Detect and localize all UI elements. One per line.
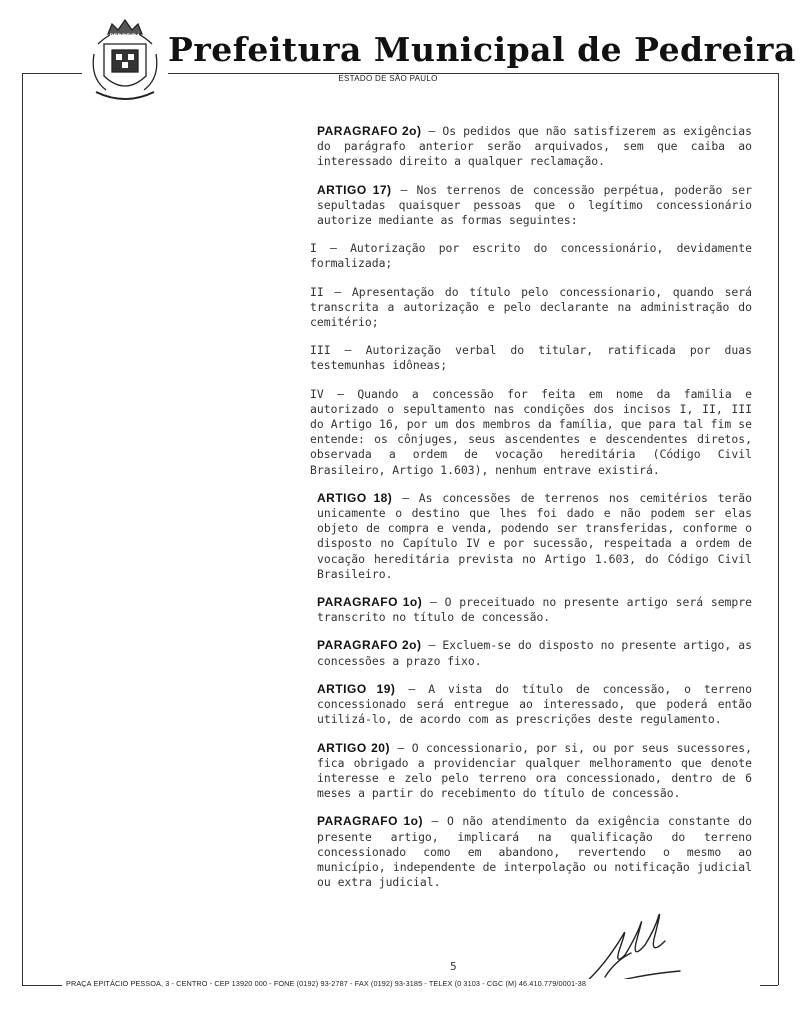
paragraph-text: IV – Quando a concessão for feita em nome da familia e autorizado o sepultamento nas condições dos incisos I, II, III do Artigo 16, por um dos membros da família, que para tal fim se entende: os cônjuges, seus ascendentes e descendentes diretos, observada a ordem de vocação hereditária (Código Civil Brasileiro, Artigo 1.603), nenhum entrave existirá. (310, 386, 752, 477)
paragraph-text: – Excluem-se do disposto no presente artigo, as concessões a prazo fixo. (317, 638, 752, 668)
paragraph (132, 241, 752, 271)
page-number: 5 (450, 960, 457, 973)
paragraph-text: – As concessões de terrenos nos cemitérios terão unicamente o destino que lhes foi dado e não podem ser elas objeto de compra e venda, podendo ser transferidas, conforme o disposto no Capítulo IV e por sucessão, respeitada a ordem de vocação hereditária prevista no Artigo 1.603, do Código Civil Brasileiro. (317, 490, 753, 581)
paragraph-text: – O concessionario, por si, ou por seus sucessores, fica obrigado a providenciar qualquer melhoramento que denote interesse e zelo pelo terreno ora concessionado, dentro de 6 meses a partir do recebimento do título de concessão. (317, 740, 752, 801)
document-body (132, 124, 752, 903)
paragraph (132, 814, 752, 890)
state-subtitle: ESTADO DE SÃO PAULO (338, 74, 438, 83)
paragraph-lead: PARAGRAFO 1o) (317, 814, 423, 829)
right-border (778, 73, 779, 985)
paragraph (132, 387, 752, 478)
footer-rule-left (22, 985, 62, 986)
paragraph (132, 124, 752, 170)
paragraph-text: III – Autorização verbal do titular, ratificada por duas testemunhas idôneas; (310, 343, 752, 373)
paragraph-lead: PARAGRAFO 1o) (317, 595, 423, 610)
footer-address: PRAÇA EPITÁCIO PESSOA, 3 - CENTRO - CEP 13920 000 - FONE (0192) 93-2787 - FAX (0192) 93-3185 - TELEX (0 3103 - CGC (M) 46.410.779/0001-38 (66, 979, 760, 988)
paragraph (132, 491, 752, 582)
left-border (22, 73, 23, 985)
paragraph (132, 682, 752, 728)
paragraph-text: – A vista do título de concessão, o terreno concessionado será entregue ao interessado, que poderá então utilizá-lo, de acordo com as prescrições deste regulamento. (317, 681, 752, 727)
paragraph-text: – O preceituado no presente artigo será sempre transcrito no título de concessão. (317, 595, 752, 625)
paragraph (132, 183, 752, 229)
paragraph-text: – Os pedidos que não satisfizerem as exigências do parágrafo anterior serão arquivados, sem que caiba ao interessado direito a qualquer reclamação. (317, 124, 752, 169)
header-rule-left (22, 73, 82, 74)
paragraph-lead: ARTIGO 17) (317, 182, 392, 197)
paragraph-lead: ARTIGO 20) (317, 740, 390, 755)
page-title: Prefeitura Municipal de Pedreira (168, 30, 796, 69)
seal-text: PEDREIRA (109, 34, 141, 40)
paragraph (132, 343, 752, 373)
footer-rule-right (760, 985, 778, 986)
paragraph-lead: PARAGRAFO 2o) (317, 124, 422, 138)
paragraph-lead: ARTIGO 19) (317, 681, 396, 696)
city-seal-emblem (90, 14, 160, 106)
paragraph (132, 638, 752, 668)
paragraph-text: II – Apresentação do título pelo concessionario, quando será transcrita a autorização e pelo declarante na administração do cemitério; (310, 284, 752, 330)
paragraph (132, 595, 752, 625)
paragraph-lead: ARTIGO 18) (317, 490, 393, 505)
paragraph-text: – O não atendimento da exigência constante do presente artigo, implicará na qualificação do terreno concessionado como em abandono, revertendo o mesmo ao município, independente de interpolação ou notificação judicial ou extra judicial. (317, 814, 752, 890)
paragraph-lead: PARAGRAFO 2o) (317, 638, 422, 653)
paragraph (132, 741, 752, 802)
paragraph (132, 285, 752, 331)
paragraph-text: – Nos terrenos de concessão perpétua, poderão ser sepultadas quaisquer pessoas que o legítimo concessionário autorize mediante as formas seguintes: (317, 182, 753, 228)
paragraph-text: I – Autorização por escrito do concessionário, devidamente formalizada; (310, 241, 752, 271)
